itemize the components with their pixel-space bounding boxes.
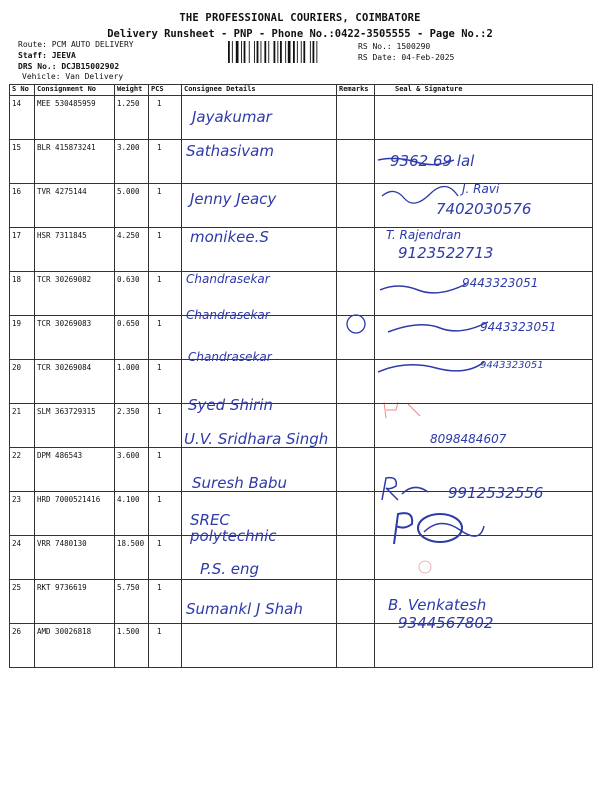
row-remarks <box>337 448 375 492</box>
row-remarks <box>337 580 375 624</box>
row-consignment-no: BLR 415873241 <box>35 140 115 184</box>
row-pcs: 1 <box>149 184 182 228</box>
row-remarks <box>337 624 375 668</box>
table-row <box>10 624 593 668</box>
row-remarks <box>337 492 375 536</box>
signature-scribble-24 <box>388 508 488 548</box>
table-row <box>10 96 593 140</box>
row-sno: 24 <box>10 536 35 580</box>
runsheet-table <box>9 84 593 668</box>
row-consignment-no: TCR 30269084 <box>35 360 115 404</box>
row-pcs: 1 <box>149 448 182 492</box>
consignee-hand-18: Chandrasekar <box>186 272 270 286</box>
row-sno: 22 <box>10 448 35 492</box>
row-weight: 2.350 <box>115 404 149 448</box>
signature-scribble-21 <box>380 398 440 422</box>
rs-date: RS Date: 04-Feb-2025 <box>358 53 455 62</box>
drs-number: DRS No.: DCJB15002902 <box>18 62 120 71</box>
row-pcs: 1 <box>149 272 182 316</box>
signature-scribble-23 <box>378 474 448 504</box>
row-sno: 16 <box>10 184 35 228</box>
signature-22: 8098484607 <box>430 432 507 446</box>
row-remarks <box>337 184 375 228</box>
row-weight: 5.000 <box>115 184 149 228</box>
row-sno: 20 <box>10 360 35 404</box>
signature-scribble-15 <box>376 146 456 176</box>
col-weight: Weight <box>115 85 149 96</box>
signature-19: 9443323051 <box>480 320 557 334</box>
vehicle-label: Vehicle: Van Delivery <box>22 72 124 81</box>
col-pcs: PCS <box>149 85 182 96</box>
row-pcs: 1 <box>149 536 182 580</box>
row-consignment-no: SLM 363729315 <box>35 404 115 448</box>
row-remarks <box>337 96 375 140</box>
row-remarks <box>337 536 375 580</box>
row-consignment-no: VRR 7480130 <box>35 536 115 580</box>
row-pcs: 1 <box>149 580 182 624</box>
signature-scribble-19 <box>340 310 490 340</box>
row-consignment-no: TVR 4275144 <box>35 184 115 228</box>
consignee-hand-26: Sumankl J Shah <box>186 600 303 618</box>
signature-16-name: J. Ravi <box>462 182 500 196</box>
row-sno: 26 <box>10 624 35 668</box>
row-consignment-no: MEE 530485959 <box>35 96 115 140</box>
signature-18: 9443323051 <box>462 276 539 290</box>
row-weight: 1.250 <box>115 96 149 140</box>
signature-scribble-25 <box>410 552 440 582</box>
row-remarks <box>337 360 375 404</box>
row-weight: 0.650 <box>115 316 149 360</box>
signature-16-phone: 7402030576 <box>436 200 532 218</box>
consignee-hand-14: Jayakumar <box>192 108 272 126</box>
row-weight: 3.200 <box>115 140 149 184</box>
signature-17-phone: 9123522713 <box>398 244 494 262</box>
consignee-hand-22: U.V. Sridhara Singh <box>184 430 329 448</box>
row-consignment-no: TCR 30269082 <box>35 272 115 316</box>
signature-26-phone: 9344567802 <box>398 614 494 632</box>
staff-label: Staff: JEEVA <box>18 51 76 60</box>
row-consignee-details <box>182 624 337 668</box>
row-weight: 0.630 <box>115 272 149 316</box>
company-title: THE PROFESSIONAL COURIERS, COIMBATORE <box>179 12 421 24</box>
consignee-hand-21: Syed Shirin <box>188 396 273 414</box>
row-remarks <box>337 404 375 448</box>
signature-15: 9362 69 lal <box>390 152 475 170</box>
row-weight: 1.000 <box>115 360 149 404</box>
row-weight: 4.250 <box>115 228 149 272</box>
signature-scribble-18 <box>378 276 468 300</box>
row-weight: 5.750 <box>115 580 149 624</box>
row-remarks <box>337 140 375 184</box>
col-sno: S No <box>10 85 35 96</box>
rs-number: RS No.: 1500290 <box>358 42 431 51</box>
col-consignment: Consignment No <box>35 85 115 96</box>
row-sno: 15 <box>10 140 35 184</box>
row-weight: 3.600 <box>115 448 149 492</box>
col-signature: Seal & Signature <box>375 85 593 96</box>
row-sno: 18 <box>10 272 35 316</box>
row-pcs: 1 <box>149 96 182 140</box>
signature-20: 9443323051 <box>480 360 544 371</box>
consignee-hand-24: SREC polytechnic <box>190 511 277 545</box>
signature-scribble-20 <box>376 352 486 380</box>
row-consignment-no: HRD 7000521416 <box>35 492 115 536</box>
row-sno: 14 <box>10 96 35 140</box>
route-label: Route: PCM AUTO DELIVERY <box>18 40 134 49</box>
row-consignment-no: HSR 7311845 <box>35 228 115 272</box>
table-header-row <box>10 85 593 96</box>
signature-17-name: T. Rajendran <box>386 228 462 242</box>
row-consignment-no: TCR 30269083 <box>35 316 115 360</box>
runsheet-subtitle: Delivery Runsheet - PNP - Phone No.:0422-3505555 - Page No.:2 <box>107 28 493 40</box>
col-remarks: Remarks <box>337 85 375 96</box>
row-signature <box>375 96 593 140</box>
row-remarks <box>337 272 375 316</box>
row-consignment-no: DPM 486543 <box>35 448 115 492</box>
signature-scribble-16 <box>380 184 460 208</box>
row-weight: 4.100 <box>115 492 149 536</box>
row-weight: 1.500 <box>115 624 149 668</box>
consignee-hand-15: Sathasivam <box>186 142 274 160</box>
consignee-hand-19: Chandrasekar <box>186 308 270 322</box>
table-row <box>10 140 593 184</box>
row-pcs: 1 <box>149 492 182 536</box>
row-sno: 21 <box>10 404 35 448</box>
row-sno: 23 <box>10 492 35 536</box>
consignee-hand-20: Chandrasekar <box>188 350 272 364</box>
consignee-hand-16: Jenny Jeacy <box>190 190 277 208</box>
consignee-hand-23: Suresh Babu <box>192 474 288 492</box>
row-pcs: 1 <box>149 404 182 448</box>
table-row <box>10 228 593 272</box>
col-consignee: Consignee Details <box>182 85 337 96</box>
row-pcs: 1 <box>149 316 182 360</box>
row-pcs: 1 <box>149 140 182 184</box>
row-weight: 18.500 <box>115 536 149 580</box>
row-consignment-no: RKT 9736619 <box>35 580 115 624</box>
row-remarks <box>337 228 375 272</box>
row-sno: 25 <box>10 580 35 624</box>
row-sno: 19 <box>10 316 35 360</box>
signature-23: 9912532556 <box>448 484 544 502</box>
row-sno: 17 <box>10 228 35 272</box>
row-pcs: 1 <box>149 228 182 272</box>
consignee-hand-17: monikee.S <box>190 228 269 246</box>
row-pcs: 1 <box>149 624 182 668</box>
consignee-hand-25: P.S. eng <box>200 560 260 578</box>
signature-26-name: B. Venkatesh <box>388 596 487 614</box>
barcode <box>228 41 348 63</box>
row-pcs: 1 <box>149 360 182 404</box>
row-consignment-no: AMD 30026818 <box>35 624 115 668</box>
